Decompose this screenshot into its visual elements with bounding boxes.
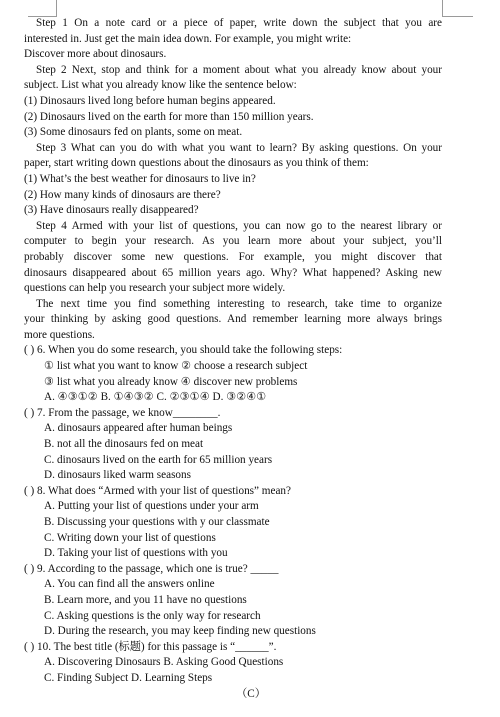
text-line: ( ) 9. According to the passage, which one is true? _____ xyxy=(24,562,279,575)
text-line: B. Discussing your questions with y our classmate xyxy=(44,516,270,528)
crop-mark-right xyxy=(442,0,473,17)
text-line: (2) How many kinds of dinosaurs are there? xyxy=(24,188,221,201)
text-line: C. Writing down your list of questions xyxy=(44,531,216,544)
text-line: ( ) 6. When you do some research, you should take the following steps: xyxy=(24,344,343,357)
text-line: C. dinosaurs lived on the earth for 65 million years xyxy=(44,453,273,466)
text-line: C. Asking questions is the only way for research xyxy=(44,609,261,622)
text-line: paper, start writing down questions about the dinosaurs as you think of them: xyxy=(24,157,369,170)
text-line: interested in. Just get the main idea down. For example, you might write: xyxy=(24,32,352,45)
text-line: (3) Have dinosaurs really disappeared? xyxy=(24,204,199,217)
text-line: Step 2 Next, stop and think for a moment about what you already know about your xyxy=(36,63,442,76)
text-line: A. ④③①② B. ①④③② C. ②③①④ D. ③②④① xyxy=(44,391,267,404)
text-line: ( ) 7. From the passage, we know________. xyxy=(24,406,221,419)
text-line: (2) Dinosaurs lived on the earth for more than 150 million years. xyxy=(24,110,314,123)
text-line: your thinking by asking good questions. And remember learning more always brings xyxy=(24,313,442,326)
text-line: Step 4 Armed with your list of questions, you can now go to the nearest library or xyxy=(36,219,442,232)
text-line: ③ list what you already know ④ discover new problems xyxy=(44,375,298,388)
text-line: ( ) 8. What does “Armed with your list of questions” mean? xyxy=(24,484,291,497)
text-line: C. Finding Subject D. Learning Steps xyxy=(44,671,213,684)
text-line: ( ) 10. The best title (标题) for this passage is “______”. xyxy=(24,640,277,653)
text-line: A. Putting your list of questions under your arm xyxy=(44,500,259,513)
text-line: D. During the research, you may keep finding new questions xyxy=(44,625,316,638)
text-line: more questions. xyxy=(24,328,95,341)
text-line: The next time you find something interesting to research, take time to organize xyxy=(36,297,442,310)
text-line: A. dinosaurs appeared after human beings xyxy=(44,422,233,435)
text-line: questions can help you research your subject more widely. xyxy=(24,282,286,295)
text-line: ① list what you want to know ② choose a research subject xyxy=(44,360,308,373)
text-line: A. You can find all the answers online xyxy=(44,578,215,591)
text-line: Discover more about dinosaurs. xyxy=(24,48,167,61)
document-page xyxy=(24,16,442,702)
text-line: D. dinosaurs liked warm seasons xyxy=(44,469,191,482)
text-line: B. not all the dinosaurs fed on meat xyxy=(44,438,204,451)
text-line: A. Discovering Dinosaurs B. Asking Good Questions xyxy=(44,656,284,669)
text-line: （C） xyxy=(236,687,266,700)
text-line: subject. List what you already know like the sentence below: xyxy=(24,79,297,92)
text-line: B. Learn more, and you 11 have no questions xyxy=(44,593,247,606)
text-line: Step 1 On a note card or a piece of paper, write down the subject that you are xyxy=(36,17,442,29)
text-line: computer to begin your research. As you learn more about your subject, you’ll xyxy=(24,235,442,248)
text-line: (3) Some dinosaurs fed on plants, some on meat. xyxy=(24,126,243,139)
text-line: (1) What’s the best weather for dinosaurs to live in? xyxy=(24,172,256,185)
text-line: probably discover some new questions. For example, you might discover that xyxy=(24,250,442,263)
crop-mark-left xyxy=(28,0,57,17)
text-line: D. Taking your list of questions with you xyxy=(44,547,228,560)
text-line: (1) Dinosaurs lived long before human begins appeared. xyxy=(24,94,276,107)
text-line: dinosaurs disappeared about 65 million years ago. Why? What happened? Asking new xyxy=(24,266,442,279)
text-line: Step 3 What can you do with what you want to learn? By asking questions. On your xyxy=(36,141,442,154)
